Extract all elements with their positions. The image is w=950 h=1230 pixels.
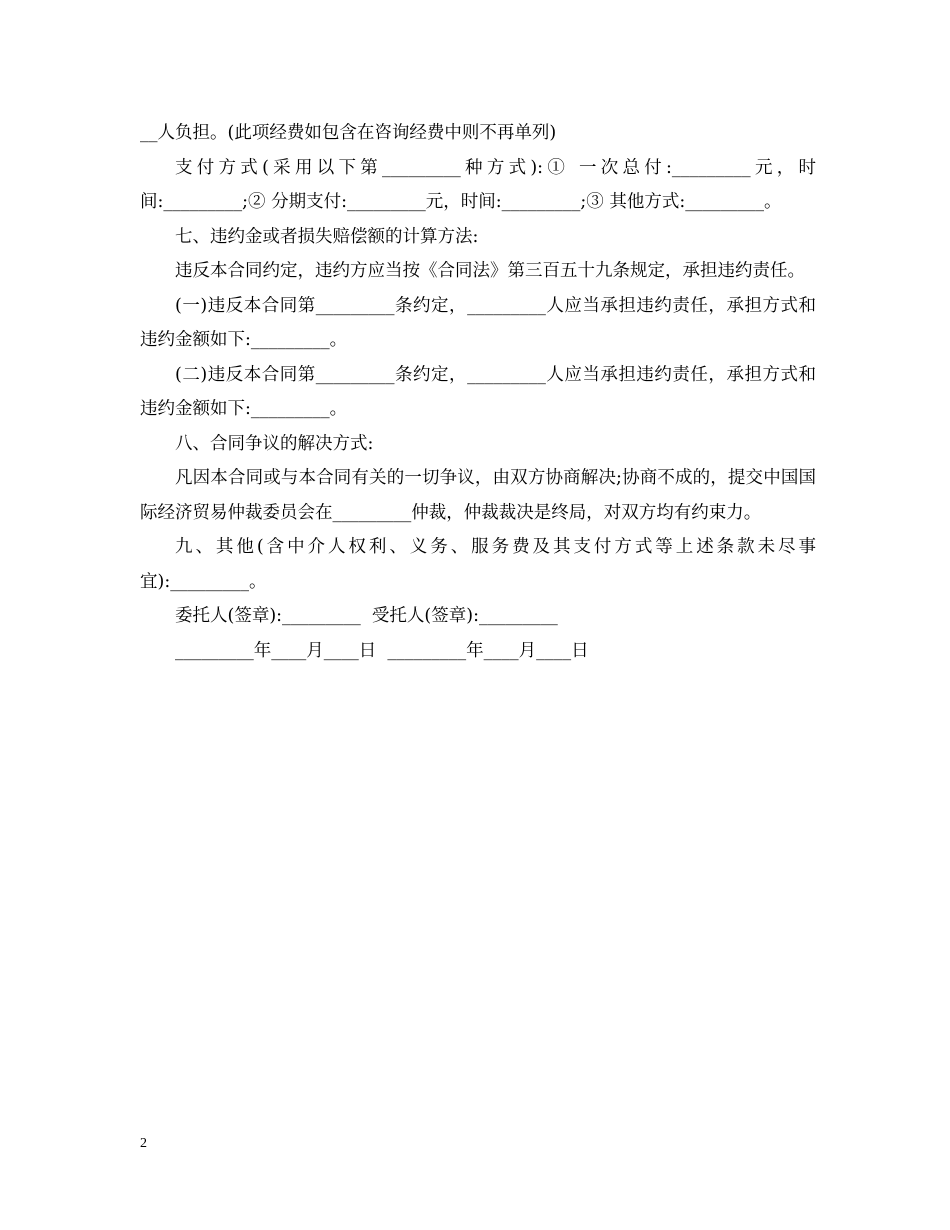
paragraph-breach-liability: 违反本合同约定，违约方应当按《合同法》第三百五十九条规定，承担违约责任。 — [175, 261, 805, 281]
paragraph-arbitration: 凡因本合同或与本合同有关的一切争议，由双方协商解决;协商不成的，提交中国国际经济贸易仲裁委员会在_________仲裁，仲裁裁决是终局，对双方均有约束力。 — [140, 468, 816, 523]
section-heading-penalty: 七、违约金或者损失赔偿额的计算方法: — [175, 226, 479, 247]
paragraph-breach-clause-1: (一)违反本合同第_________条约定，_________人应当承担违约责任，承担方式和违约金额如下:_________。 — [140, 295, 816, 350]
paragraph-fee-bearer: __人负担。(此项经费如包含在咨询经费中则不再单列) — [140, 123, 557, 143]
document-body — [140, 116, 816, 668]
signature-line: 委托人(签章):_________ 受托人(签章):_________ — [175, 606, 558, 626]
date-line: _________年____月____日 _________年____月____日 — [175, 640, 589, 661]
page-number: 2 — [140, 1136, 147, 1151]
paragraph-breach-clause-2: (二)违反本合同第_________条约定，_________人应当承担违约责任，承担方式和违约金额如下:_________。 — [140, 364, 816, 419]
paragraph-payment-method: 支付方式(采用以下第_________种方式):① 一次总付:_________元，时间:_________;② 分期支付:_________元，时间:_________;③ 其他方式:_________。 — [140, 157, 816, 212]
paragraph-other-terms: 九、其他(含中介人权利、义务、服务费及其支付方式等上述条款未尽事宜):_________。 — [140, 537, 816, 592]
section-heading-dispute: 八、合同争议的解决方式: — [175, 433, 374, 454]
